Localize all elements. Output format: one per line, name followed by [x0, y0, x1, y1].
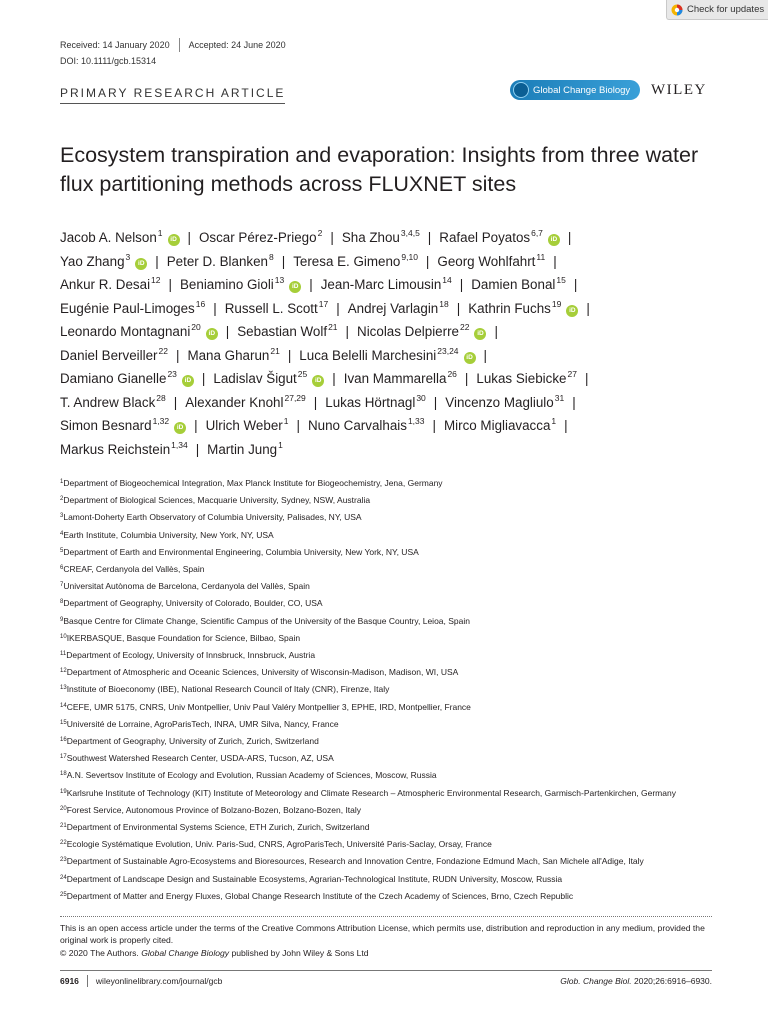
- author-name: Damien Bonal: [471, 277, 556, 292]
- divider: [60, 916, 712, 917]
- affiliation-text: CREAF, Cerdanyola del Vallès, Spain: [63, 564, 205, 575]
- author-name: Beniamino Gioli: [180, 277, 274, 292]
- author-affiliation-refs: 17: [318, 298, 329, 309]
- affiliation-number: 19: [60, 788, 67, 795]
- author-affiliation-refs: 9,10: [401, 251, 418, 262]
- author[interactable]: [206, 418, 289, 433]
- author-name: Teresa E. Gimeno: [293, 253, 401, 269]
- author[interactable]: [476, 371, 577, 386]
- affiliation-text: CEFE, UMR 5175, CNRS, Univ Montpellier, Univ Paul Valéry Montpellier 3, EPHE, IRD, Montpellier, France: [66, 701, 471, 712]
- author-separator: |: [225, 324, 230, 339]
- citation: [560, 976, 712, 986]
- author[interactable]: [207, 439, 283, 457]
- author[interactable]: [60, 277, 161, 292]
- author-name: Kathrin Fuchs: [468, 300, 551, 316]
- license-text: This is an open access article under the terms of the Creative Commons Attribution License, which permits use, distribution and reproduction in any medium, provided the original work is properly cited.: [60, 923, 705, 946]
- author-name: Eugénie Paul-Limoges: [60, 300, 195, 316]
- author[interactable]: [357, 324, 486, 339]
- author-name: Simon Besnard: [60, 418, 152, 433]
- orcid-icon[interactable]: iD: [135, 258, 147, 270]
- author-list: [60, 226, 725, 461]
- author-name: Georg Wohlfahrt: [437, 253, 536, 269]
- author-affiliation-refs: 1,34: [171, 439, 188, 450]
- affiliation-item: [60, 785, 725, 802]
- author-separator: |: [427, 230, 432, 245]
- affiliation-number: 7: [60, 582, 64, 589]
- affiliation-number: 12: [60, 668, 67, 675]
- author-affiliation-refs: 27,29: [284, 392, 306, 403]
- affiliation-item: [60, 733, 725, 750]
- author-separator: |: [155, 253, 159, 269]
- affiliation-text: Université de Lorraine, AgroParisTech, INRA, UMR Silva, Nancy, France: [66, 718, 339, 729]
- affiliation-text: Department of Atmospheric and Oceanic Sciences, University of Wisconsin-Madison, Madison, WI, USA: [66, 667, 459, 678]
- author-affiliation-refs: 21: [328, 322, 338, 332]
- author[interactable]: [224, 298, 329, 316]
- author-affiliation-refs: 14: [442, 275, 452, 285]
- received-date: Received: 14 January 2020: [60, 40, 170, 50]
- affiliation-item: [60, 802, 725, 819]
- affiliation-number: 1: [60, 479, 64, 485]
- affiliation-number: 16: [60, 737, 67, 744]
- affiliation-item: [60, 509, 725, 526]
- affiliation-number: 14: [60, 702, 67, 709]
- author-affiliation-refs: 1: [283, 416, 289, 426]
- affiliation-text: Forest Service, Autonomous Province of Bolzano-Bozen, Bolzano-Bozen, Italy: [66, 804, 362, 815]
- author[interactable]: [60, 392, 166, 410]
- author-separator: |: [168, 277, 172, 292]
- affiliation-number: 6: [60, 565, 64, 572]
- affiliation-text: A.N. Severtsov Institute of Ecology and Evolution, Russian Academy of Sciences, Moscow, Russia: [66, 770, 437, 781]
- author-separator: |: [281, 253, 286, 269]
- author-affiliation-refs: 3: [125, 251, 131, 262]
- author-name: Andrej Varlagin: [347, 300, 439, 316]
- author-name: T. Andrew Black: [60, 394, 156, 410]
- affiliation-item: [60, 871, 725, 888]
- author[interactable]: [439, 230, 560, 245]
- author[interactable]: [60, 418, 186, 433]
- author-separator: |: [309, 277, 313, 292]
- author[interactable]: [444, 418, 556, 433]
- publisher-logo[interactable]: WILEY: [651, 82, 707, 98]
- divider: [87, 975, 88, 987]
- author-separator: |: [483, 347, 488, 363]
- affiliation-number: 15: [60, 719, 67, 726]
- author-affiliation-refs: 22: [158, 345, 168, 356]
- affiliation-number: 3: [60, 513, 64, 520]
- author-line: [60, 250, 725, 274]
- affiliation-text: Department of Ecology, University of Innsbruck, Innsbruck, Austria: [66, 650, 316, 661]
- author-separator: |: [586, 300, 590, 316]
- affiliation-item: [60, 836, 725, 853]
- author[interactable]: [187, 345, 280, 363]
- orcid-icon[interactable]: iD: [182, 375, 194, 387]
- author[interactable]: [445, 392, 565, 410]
- author-name: Ladislav Šigut: [213, 371, 297, 386]
- author[interactable]: [199, 230, 322, 245]
- affiliation-text: Universitat Autònoma de Barcelona, Cerdanyola del Vallès, Spain: [63, 581, 310, 592]
- author[interactable]: [166, 251, 274, 269]
- author-affiliation-refs: 25: [297, 369, 308, 379]
- author[interactable]: [60, 439, 188, 457]
- affiliation-number: 5: [60, 547, 64, 554]
- affiliation-item: [60, 750, 725, 767]
- orcid-icon[interactable]: iD: [168, 234, 180, 246]
- affiliation-item: [60, 475, 725, 492]
- affiliation-text: Department of Geography, University of Colorado, Boulder, CO, USA: [63, 598, 323, 609]
- affiliation-item: [60, 716, 725, 733]
- affiliation-text: Earth Institute, Columbia University, New York, NY, USA: [63, 529, 274, 540]
- affiliation-number: 11: [60, 651, 67, 658]
- author-line: [60, 391, 725, 415]
- author-separator: |: [573, 277, 578, 292]
- author-separator: |: [213, 300, 217, 316]
- author-separator: |: [187, 230, 191, 245]
- affiliation-text: Southwest Watershed Research Center, USDA-ARS, Tucson, AZ, USA: [66, 753, 334, 764]
- affiliation-number: 17: [60, 754, 67, 761]
- affiliation-number: 23: [60, 857, 67, 864]
- author[interactable]: [347, 298, 449, 316]
- affiliation-text: Department of Geography, University of Zurich, Zurich, Switzerland: [66, 736, 319, 747]
- author-name: Oscar Pérez-Priego: [199, 230, 317, 245]
- author-affiliation-refs: 31: [554, 392, 565, 403]
- author-name: Ulrich Weber: [205, 418, 283, 433]
- author-affiliation-refs: 12: [151, 275, 161, 285]
- copyright-line: [60, 947, 720, 959]
- author-separator: |: [459, 277, 464, 292]
- author-line: [60, 226, 725, 250]
- author-separator: |: [584, 371, 589, 386]
- page-number: 6916: [60, 976, 79, 986]
- author-separator: |: [433, 394, 438, 410]
- affiliation-item: [60, 630, 725, 647]
- affiliation-number: 20: [60, 805, 67, 812]
- affiliation-number: 24: [60, 874, 67, 881]
- affiliation-item: [60, 681, 725, 698]
- affiliation-number: 13: [60, 685, 67, 692]
- author-affiliation-refs: 1: [551, 416, 557, 426]
- author-affiliation-refs: 22: [460, 322, 470, 332]
- author-affiliation-refs: 21: [270, 345, 280, 356]
- affiliation-item: [60, 595, 725, 612]
- orcid-icon[interactable]: iD: [289, 281, 301, 293]
- author[interactable]: [60, 298, 206, 316]
- author-name: Jacob A. Nelson: [60, 230, 157, 245]
- orcid-icon[interactable]: iD: [464, 352, 476, 364]
- author-separator: |: [464, 371, 469, 386]
- affiliation-number: 25: [60, 891, 67, 898]
- author-separator: |: [287, 347, 292, 363]
- affiliation-text: Department of Biogeochemical Integration, Max Planck Institute for Biogeochemistry, Jena, Germany: [63, 478, 443, 488]
- doi[interactable]: DOI: 10.1111/gcb.15314: [60, 56, 157, 66]
- journal-name: Global Change Biology: [533, 84, 631, 96]
- author-affiliation-refs: 2: [317, 228, 323, 238]
- author-affiliation-refs: 23,24: [437, 345, 459, 356]
- author-separator: |: [425, 253, 430, 269]
- author-affiliation-refs: 15: [556, 275, 566, 285]
- copyright-suffix: published by John Wiley & Sons Ltd: [229, 947, 369, 958]
- accepted-date: Accepted: 24 June 2020: [188, 40, 286, 50]
- affiliation-item: [60, 853, 725, 870]
- author-affiliation-refs: 1: [157, 228, 163, 238]
- affiliation-text: Department of Biological Sciences, Macquarie University, Sydney, NSW, Australia: [63, 495, 371, 506]
- author-name: Yao Zhang: [60, 253, 125, 269]
- affiliation-item: [60, 699, 725, 716]
- license-statement: [60, 922, 720, 959]
- author[interactable]: [293, 251, 418, 269]
- affiliation-text: Department of Environmental Systems Science, ETH Zurich, Zurich, Switzerland: [66, 822, 370, 833]
- author-separator: |: [201, 371, 206, 386]
- affiliation-text: Department of Earth and Environmental Engineering, Columbia University, New York, NY, USA: [63, 546, 419, 557]
- author-affiliation-refs: 26: [447, 369, 457, 379]
- author-name: Sha Zhou: [341, 230, 400, 245]
- author-line: [60, 367, 725, 391]
- author-affiliation-refs: 3,4,5: [400, 228, 420, 238]
- author-name: Rafael Poyatos: [439, 230, 531, 245]
- author-name: Nuno Carvalhais: [307, 418, 407, 433]
- orcid-icon[interactable]: iD: [206, 328, 218, 340]
- author-name: Lukas Hörtnagl: [325, 394, 416, 410]
- author[interactable]: [437, 251, 546, 269]
- author[interactable]: [325, 392, 426, 410]
- orcid-icon[interactable]: iD: [174, 422, 186, 434]
- affiliation-number: 21: [60, 823, 67, 830]
- author-affiliation-refs: 6,7: [531, 228, 543, 238]
- orcid-icon[interactable]: iD: [548, 234, 560, 246]
- author[interactable]: [60, 371, 194, 386]
- affiliation-item: [60, 561, 725, 578]
- author-name: Vincenzo Magliulo: [445, 394, 554, 410]
- author-affiliation-refs: 28: [156, 392, 166, 403]
- affiliation-item: [60, 544, 725, 561]
- affiliation-item: [60, 819, 725, 836]
- affiliation-number: 10: [60, 633, 67, 640]
- author-name: Mana Gharun: [187, 347, 270, 363]
- author-separator: |: [564, 418, 568, 433]
- affiliation-text: Basque Centre for Climate Change, Scientific Campus of the University of the Basque Country, Leioa, Spain: [63, 615, 470, 626]
- author-separator: |: [553, 253, 557, 269]
- author-name: Markus Reichstein: [60, 441, 171, 457]
- author-name: Lukas Siebicke: [476, 371, 567, 386]
- author[interactable]: [60, 345, 168, 363]
- author-name: Sebastian Wolf: [237, 324, 328, 339]
- copyright-prefix: © 2020 The Authors.: [60, 947, 142, 958]
- author-affiliation-refs: 1,32: [152, 416, 170, 426]
- author[interactable]: [185, 392, 306, 410]
- author-line: [60, 273, 725, 297]
- author-separator: |: [175, 347, 180, 363]
- author[interactable]: [471, 277, 566, 292]
- author-separator: |: [456, 300, 461, 316]
- journal-logo[interactable]: [510, 80, 640, 100]
- affiliation-text: Department of Sustainable Agro-Ecosystems and Bioresources, Research and Innovation Centre, Fondazione Edmund Mach, San Michele all'Adige, Italy: [66, 856, 644, 867]
- author-name: Martin Jung: [207, 441, 278, 457]
- orcid-icon[interactable]: iD: [312, 375, 324, 387]
- affiliation-list: [60, 475, 725, 905]
- author-separator: |: [432, 418, 436, 433]
- author-line: [60, 414, 725, 438]
- journal-url[interactable]: wileyonlinelibrary.com/journal/gcb: [95, 976, 223, 986]
- affiliation-item: [60, 492, 725, 509]
- citation-details: 2020;26:6916–6930.: [631, 976, 712, 986]
- author-separator: |: [336, 300, 340, 316]
- affiliation-text: Karlsruhe Institute of Technology (KIT) Institute of Meteorology and Climate Research – Atmospheric Environmental Research, Garmisch-Partenkirchen, Germany: [66, 787, 676, 798]
- affiliation-text: Institute of Bioeconomy (IBE), National Research Council of Italy (CNR), Firenze, Italy: [66, 684, 390, 695]
- author-name: Daniel Berveiller: [60, 347, 158, 363]
- author[interactable]: [180, 277, 301, 292]
- affiliation-number: 18: [60, 771, 67, 778]
- check-for-updates-button[interactable]: [666, 0, 768, 20]
- author-affiliation-refs: 18: [439, 298, 449, 309]
- author[interactable]: [60, 230, 180, 245]
- author-name: Luca Belelli Marchesini: [299, 347, 437, 363]
- page-footer: [60, 975, 712, 987]
- author-name: Russell L. Scott: [224, 300, 318, 316]
- author[interactable]: [299, 345, 475, 363]
- citation-journal: Glob. Change Biol.: [560, 976, 632, 986]
- affiliation-number: 9: [60, 616, 64, 623]
- divider: [60, 970, 712, 971]
- check-updates-icon: [671, 4, 683, 16]
- author-name: Ivan Mammarella: [343, 371, 447, 386]
- author-separator: |: [494, 324, 498, 339]
- author-line: [60, 344, 725, 368]
- author[interactable]: [308, 418, 425, 433]
- affiliation-text: IKERBASQUE, Basque Foundation for Science, Bilbao, Spain: [66, 632, 301, 643]
- affiliation-number: 4: [60, 530, 64, 537]
- author-separator: |: [330, 230, 334, 245]
- author-separator: |: [332, 371, 336, 386]
- check-updates-label: Check for updates: [687, 4, 765, 15]
- author[interactable]: [321, 277, 452, 292]
- author-affiliation-refs: 16: [195, 298, 206, 309]
- affiliation-item: [60, 767, 725, 784]
- article-title: Ecosystem transpiration and evaporation: Insights from three water flux partitioning methods across FLUXNET sites: [60, 143, 699, 196]
- affiliation-item: [60, 664, 725, 681]
- affiliation-text: Department of Landscape Design and Sustainable Ecosystems, Agrarian-Technological Institute, RUDN University, Moscow, Russia: [66, 873, 563, 884]
- copyright-journal: Global Change Biology: [141, 947, 230, 958]
- author-separator: |: [173, 394, 178, 410]
- affiliation-item: [60, 888, 725, 905]
- author-name: Mirco Migliavacca: [443, 418, 551, 433]
- author[interactable]: [344, 371, 457, 386]
- author[interactable]: [60, 251, 147, 269]
- affiliation-item: [60, 613, 725, 630]
- author-line: [60, 438, 725, 462]
- author-separator: |: [313, 394, 318, 410]
- author-affiliation-refs: 19: [551, 298, 562, 309]
- author-affiliation-refs: 13: [274, 275, 285, 285]
- author-line: [60, 297, 725, 321]
- orcid-icon[interactable]: iD: [474, 328, 486, 340]
- author-affiliation-refs: 8: [268, 251, 274, 262]
- author-separator: |: [567, 230, 572, 245]
- divider: [179, 38, 180, 52]
- author[interactable]: [342, 230, 420, 245]
- author-affiliation-refs: 20: [191, 322, 201, 332]
- affiliation-item: [60, 527, 725, 544]
- author-affiliation-refs: 1: [278, 439, 283, 450]
- received-dates: [60, 38, 286, 52]
- globe-icon: [513, 82, 529, 98]
- author-affiliation-refs: 27: [567, 369, 577, 379]
- author[interactable]: [213, 371, 324, 386]
- author-separator: |: [345, 324, 350, 339]
- affiliation-text: Department of Matter and Energy Fluxes, Global Change Research Institute of the Czech Academy of Sciences, Brno, Czech Republic: [66, 890, 574, 901]
- affiliation-item: [60, 647, 725, 664]
- author-affiliation-refs: 11: [536, 251, 546, 262]
- article-type: PRIMARY RESEARCH ARTICLE: [60, 86, 285, 104]
- author-affiliation-refs: 1,33: [407, 416, 425, 426]
- author-separator: |: [572, 394, 576, 410]
- author-name: Peter D. Blanken: [166, 253, 268, 269]
- author-name: Leonardo Montagnani: [60, 324, 191, 339]
- author-name: Damiano Gianelle: [60, 371, 167, 386]
- author-line: [60, 320, 725, 344]
- author-name: Nicolas Delpierre: [357, 324, 459, 339]
- author[interactable]: [468, 298, 578, 316]
- affiliation-number: 8: [60, 599, 64, 606]
- author-name: Alexander Knohl: [185, 394, 284, 410]
- author-affiliation-refs: 23: [167, 369, 177, 379]
- author-separator: |: [195, 441, 200, 457]
- author-name: Ankur R. Desai: [60, 277, 151, 292]
- affiliation-number: 2: [60, 496, 64, 503]
- orcid-icon[interactable]: iD: [566, 305, 578, 317]
- author-separator: |: [296, 418, 300, 433]
- author[interactable]: [237, 324, 337, 339]
- author-affiliation-refs: 30: [416, 392, 426, 403]
- affiliation-number: 22: [60, 840, 67, 847]
- author[interactable]: [60, 324, 218, 339]
- author-name: Jean-Marc Limousin: [320, 277, 442, 292]
- affiliation-text: Ecologie Systématique Evolution, Univ. Paris-Sud, CNRS, AgroParisTech, Université Paris-Saclay, Orsay, France: [66, 839, 492, 850]
- affiliation-item: [60, 578, 725, 595]
- author-separator: |: [194, 418, 198, 433]
- affiliation-text: Lamont-Doherty Earth Observatory of Columbia University, Palisades, NY, USA: [63, 512, 362, 523]
